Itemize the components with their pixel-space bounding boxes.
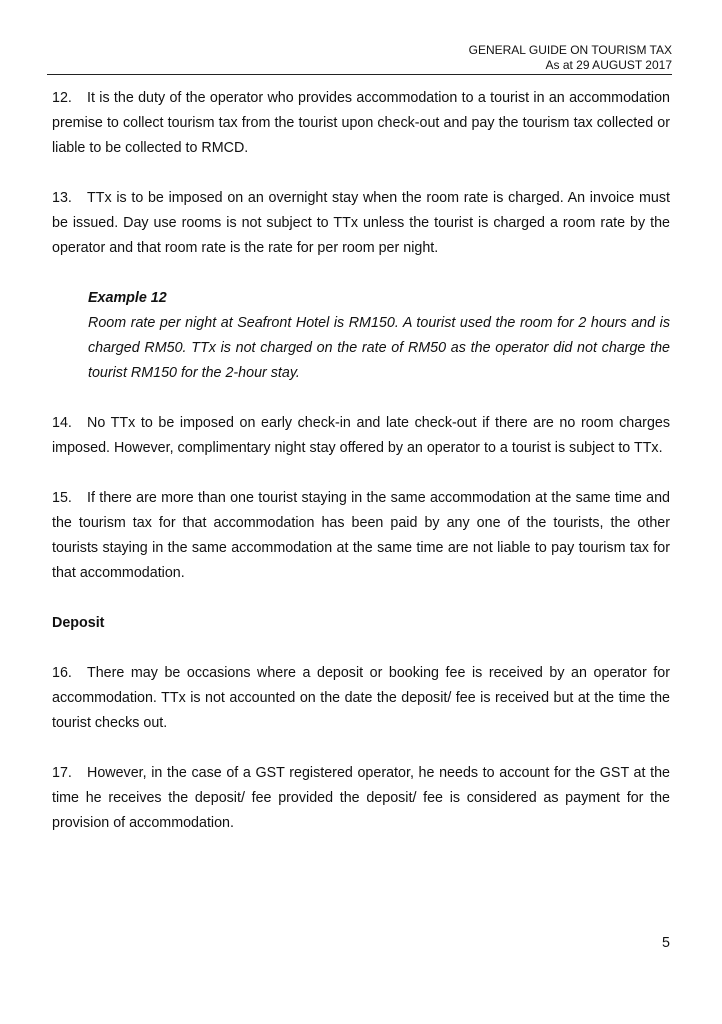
section-heading-deposit: Deposit: [52, 615, 105, 631]
paragraph-text: It is the duty of the operator who provides accommodation to a tourist in an accommodation premise to collect tourism tax from the tourist upon check-out and pay the tourism tax collected or liable to be collected to RMCD.: [52, 90, 670, 156]
paragraph-number: 13.: [52, 190, 72, 206]
page-header: [469, 43, 672, 73]
paragraph-17: [52, 761, 670, 836]
header-title: GENERAL GUIDE ON TOURISM TAX: [468, 43, 672, 57]
header-rule: [47, 74, 672, 75]
paragraph-15: [52, 486, 670, 586]
paragraph-number: 16.: [52, 665, 72, 681]
paragraph-number: 17.: [52, 765, 72, 781]
paragraph-text: TTx is to be imposed on an overnight stay when the room rate is charged. An invoice must be issued. Day use rooms is not subject to TTx unless the tourist is charged a room rate by the operator and that room rate is the rate for per room per night.: [52, 190, 670, 256]
paragraph-text: However, in the case of a GST registered operator, he needs to account for the GST at the time he receives the deposit/ fee provided the deposit/ fee is considered as payment for the provision of accommodation.: [52, 765, 670, 831]
paragraph-12: [52, 86, 670, 161]
paragraph-14: [52, 411, 670, 461]
paragraph-text: No TTx to be imposed on early check-in and late check-out if there are no room charges imposed. However, complimentary night stay offered by an operator to a tourist is subject to TTx.: [52, 415, 670, 456]
header-date: As at 29 AUGUST 2017: [545, 58, 672, 72]
page-body: [52, 86, 670, 861]
paragraph-13: [52, 186, 670, 261]
example-box: [88, 286, 670, 386]
paragraph-text: There may be occasions where a deposit or booking fee is received by an operator for accommodation. TTx is not accounted on the date the deposit/ fee is received but at the time the tourist checks out.: [52, 665, 670, 731]
paragraph-number: 15.: [52, 490, 72, 506]
page-number: 5: [662, 935, 670, 951]
example-title: Example 12: [88, 290, 167, 306]
paragraph-text: If there are more than one tourist staying in the same accommodation at the same time and the tourism tax for that accommodation has been paid by any one of the tourists, the other tourists staying in the same accommodation at the same time are not liable to pay tourism tax for that accommodation.: [52, 490, 670, 581]
paragraph-number: 14.: [52, 415, 72, 431]
paragraph-16: [52, 661, 670, 736]
example-text: Room rate per night at Seafront Hotel is RM150. A tourist used the room for 2 hours and is charged RM50. TTx is not charged on the rate of RM50 as the operator did not charge the tourist RM150 for the 2-hour stay.: [88, 315, 670, 381]
paragraph-number: 12.: [52, 90, 72, 106]
